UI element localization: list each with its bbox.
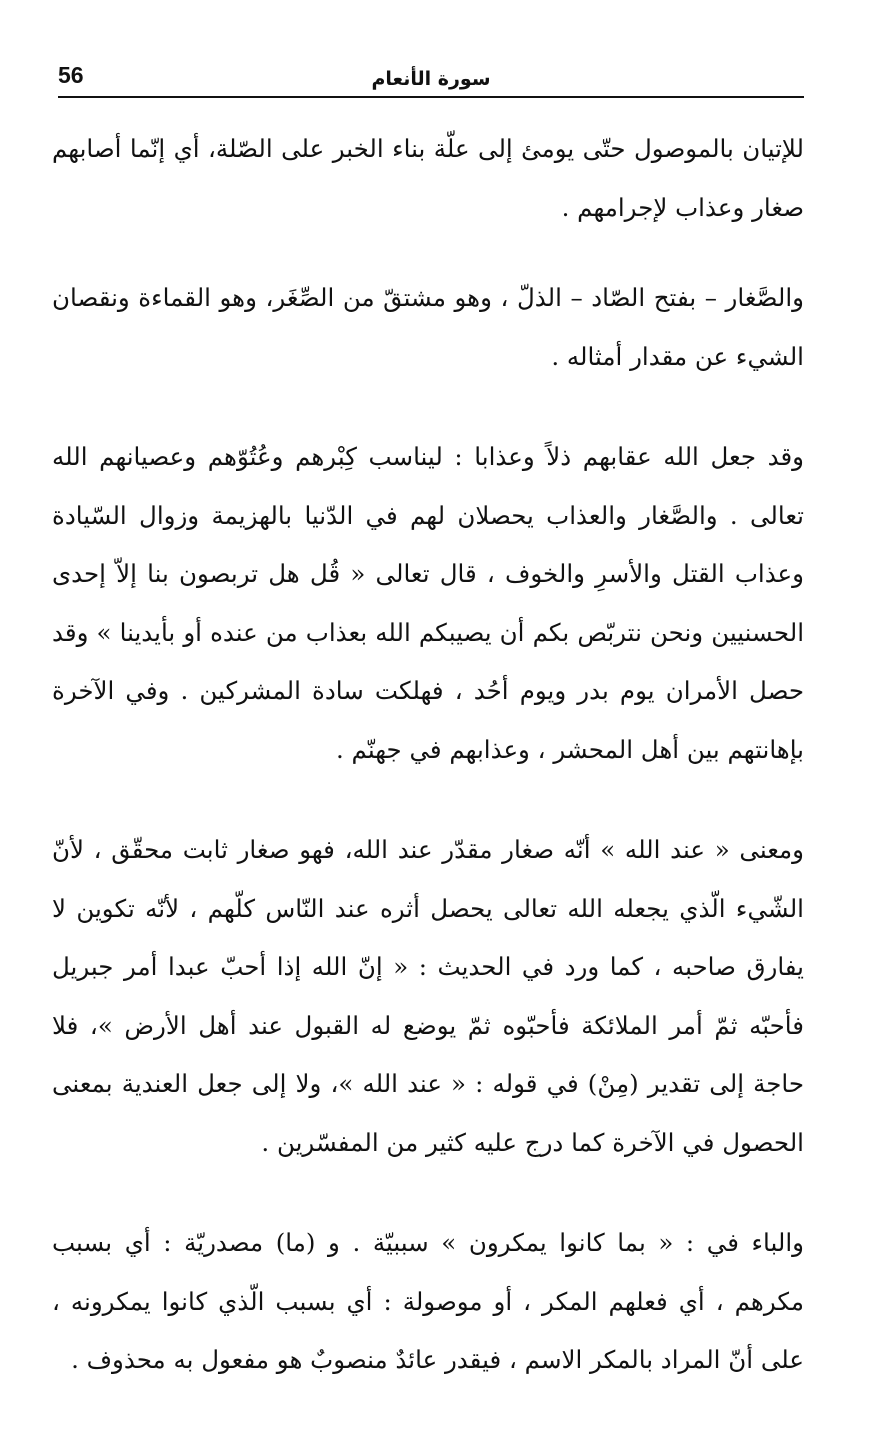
paragraph-4: ومعنى « عند الله » أنّه صغار مقدّر عند الله، فهو صغار ثابت محقّق ، لأنّ الشّيء الّذي يجعله الله تعالى يحصل أثره عند النّاس كلّهم ، لأنّه تكوين لا يفارق صاحبه ، كما ورد في الحديث : « إنّ الله إذا أحبّ عبدا أمر جبريل فأحبّه ثمّ أمر الملائكة فأحبّوه ثمّ يوضع له القبول عند أهل الأرض »، فلا حاجة إلى تقدير (مِنْ) في قوله : « عند الله »، ولا إلى جعل العندية بمعنى الحصول في الآخرة كما درج عليه كثير من المفسّرين . xyxy=(52,835,804,1157)
page-header xyxy=(58,58,804,98)
paragraph-5: والباء في : « بما كانوا يمكرون » سببيّة . و (ما) مصدريّة : أي بسبب مكرهم ، أي فعلهم المكر ، أو موصولة : أي بسبب الّذي كانوا يمكرونه ، على أنّ المراد بالمكر الاسم ، فيقدر عائدٌ منصوبٌ هو مفعول به محذوف . xyxy=(52,1228,804,1374)
page-number: 56 xyxy=(58,62,84,88)
paragraph-2: والصَّغار – بفتح الصّاد – الذلّ ، وهو مشتقّ من الصِّغَر، وهو القماءة ونقصان الشيء عن مقدار أمثاله . xyxy=(52,283,804,371)
paragraph-1: للإتيان بالموصول حتّى يومئ إلى علّة بناء الخبر على الصّلة، أي إنّما أصابهم صغار وعذاب لإجرامهم . xyxy=(52,134,804,222)
running-title: سورة الأنعام xyxy=(371,68,491,90)
header-rule xyxy=(58,96,804,98)
page-body xyxy=(52,120,804,1432)
paragraph-3: وقد جعل الله عقابهم ذلاً وعذابا : ليناسب كِبْرهم وعُتُوّهم وعصيانهم الله تعالى . والصَّغار والعذاب يحصلان لهم في الدّنيا بالهزيمة وزوال السّيادة وعذاب القتل والأسرِ والخوف ، قال تعالى « قُل هل تربصون بنا إلاّ إحدى الحسنيين ونحن نتربّص بكم أن يصيبكم الله بعذاب من عنده أو بأيدينا » وقد حصل الأمران يوم بدر ويوم أحُد ، فهلكت سادة المشركين . وفي الآخرة بإهانتهم بين أهل المحشر ، وعذابهم في جهنّم . xyxy=(52,442,804,764)
